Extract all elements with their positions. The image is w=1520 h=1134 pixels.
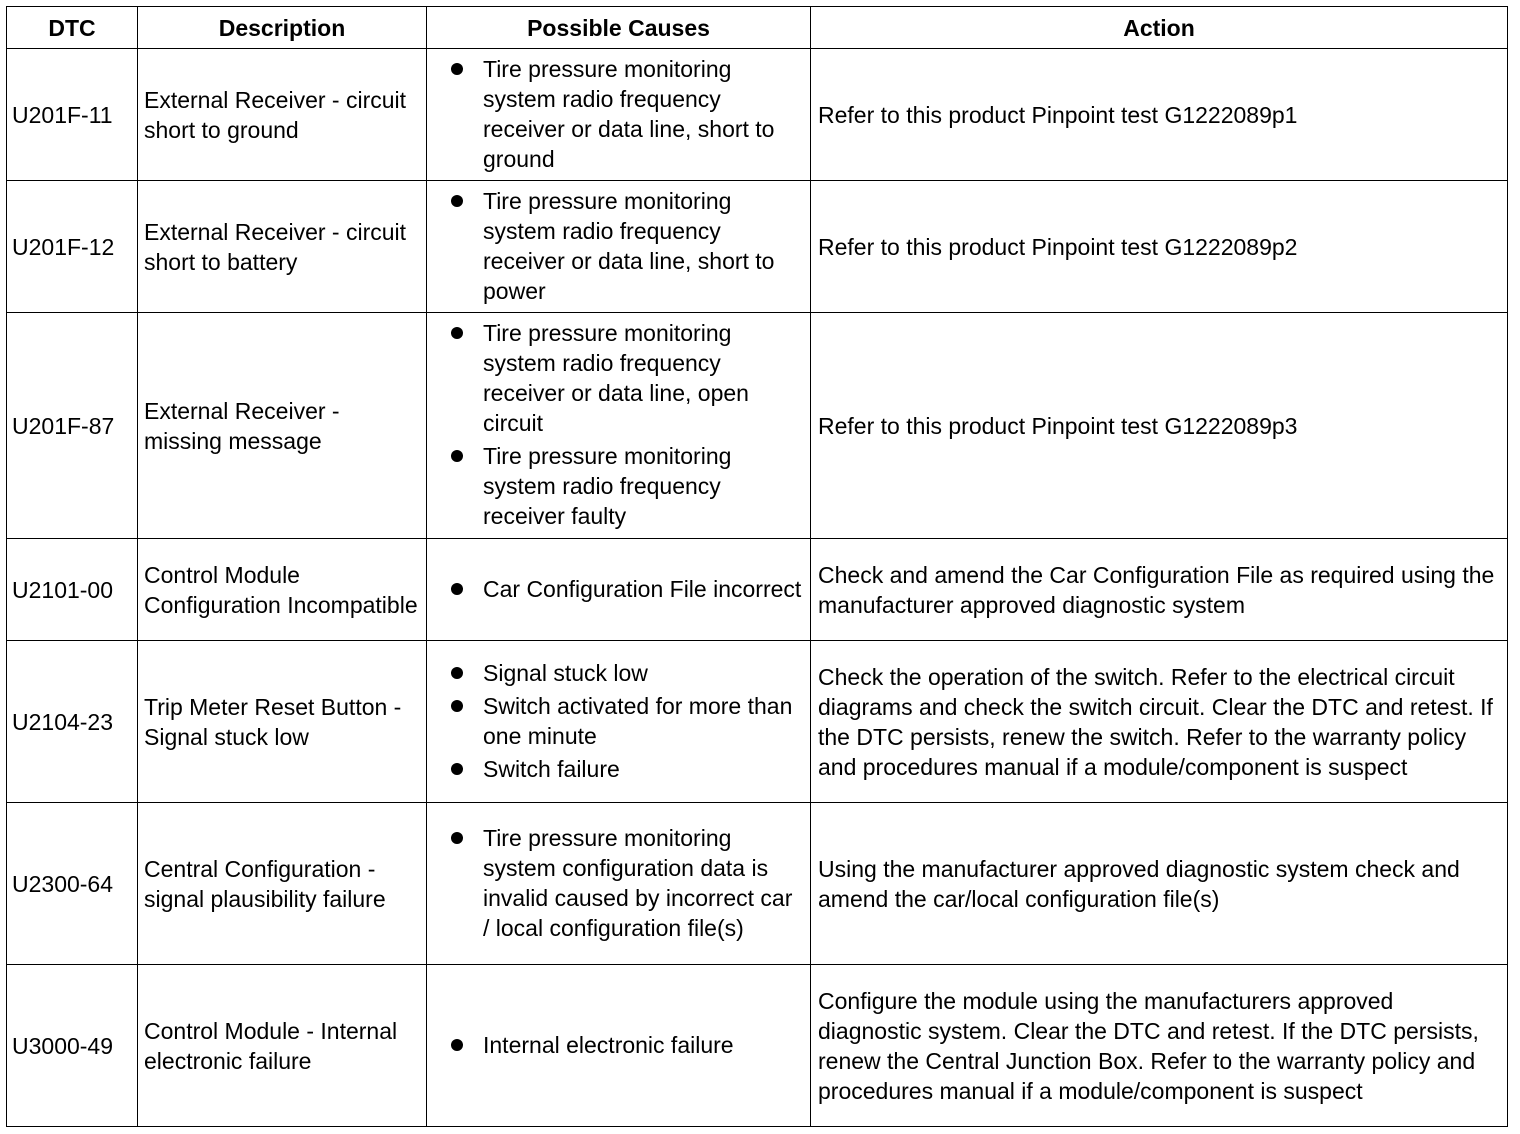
action-text: Refer to this product Pinpoint test G1222089p2 [811, 181, 1508, 313]
table-row [7, 49, 1508, 181]
cause-item: Tire pressure monitoring system radio frequency receiver or data line, open circuit [447, 318, 804, 438]
table-row [7, 641, 1508, 803]
dtc-code: U2101-00 [7, 539, 138, 641]
cause-item: Switch failure [447, 754, 804, 784]
table-row [7, 313, 1508, 539]
possible-causes [427, 803, 811, 965]
table-row [7, 803, 1508, 965]
action-text: Refer to this product Pinpoint test G1222089p3 [811, 313, 1508, 539]
header-row [7, 7, 1508, 49]
header-action: Action [811, 7, 1508, 49]
possible-causes [427, 965, 811, 1127]
action-text: Using the manufacturer approved diagnostic system check and amend the car/local configuration file(s) [811, 803, 1508, 965]
dtc-description: External Receiver - missing message [138, 313, 427, 539]
action-text: Configure the module using the manufacturers approved diagnostic system. Clear the DTC and retest. If the DTC persists, renew the Central Junction Box. Refer to the warranty policy and procedures manual if a module/component is suspect [811, 965, 1508, 1127]
cause-item: Tire pressure monitoring system radio frequency receiver or data line, short to power [447, 186, 804, 306]
dtc-description: External Receiver - circuit short to ground [138, 49, 427, 181]
action-text: Refer to this product Pinpoint test G1222089p1 [811, 49, 1508, 181]
dtc-code: U201F-12 [7, 181, 138, 313]
cause-item: Signal stuck low [447, 658, 804, 688]
dtc-description: Central Configuration - signal plausibility failure [138, 803, 427, 965]
dtc-code: U201F-87 [7, 313, 138, 539]
dtc-table [6, 6, 1508, 1127]
header-dtc: DTC [7, 7, 138, 49]
cause-item: Switch activated for more than one minute [447, 691, 804, 751]
dtc-description: Control Module Configuration Incompatible [138, 539, 427, 641]
header-description: Description [138, 7, 427, 49]
table-row [7, 181, 1508, 313]
table-row [7, 965, 1508, 1127]
possible-causes [427, 181, 811, 313]
header-possible-causes: Possible Causes [427, 7, 811, 49]
cause-item: Internal electronic failure [447, 1030, 804, 1060]
possible-causes [427, 641, 811, 803]
table-row [7, 539, 1508, 641]
dtc-description: Control Module - Internal electronic failure [138, 965, 427, 1127]
cause-item: Car Configuration File incorrect [447, 574, 804, 604]
possible-causes [427, 49, 811, 181]
dtc-code: U3000-49 [7, 965, 138, 1127]
action-text: Check the operation of the switch. Refer to the electrical circuit diagrams and check the switch circuit. Clear the DTC and retest. If the DTC persists, renew the switch. Refer to the warranty policy and procedures manual if a module/component is suspect [811, 641, 1508, 803]
cause-item: Tire pressure monitoring system configuration data is invalid caused by incorrect car / local configuration file(s) [447, 823, 804, 943]
action-text: Check and amend the Car Configuration File as required using the manufacturer approved diagnostic system [811, 539, 1508, 641]
possible-causes [427, 313, 811, 539]
dtc-description: External Receiver - circuit short to battery [138, 181, 427, 313]
cause-item: Tire pressure monitoring system radio frequency receiver faulty [447, 441, 804, 531]
dtc-code: U201F-11 [7, 49, 138, 181]
possible-causes [427, 539, 811, 641]
dtc-description: Trip Meter Reset Button - Signal stuck low [138, 641, 427, 803]
dtc-code: U2104-23 [7, 641, 138, 803]
dtc-code: U2300-64 [7, 803, 138, 965]
cause-item: Tire pressure monitoring system radio frequency receiver or data line, short to ground [447, 54, 804, 174]
